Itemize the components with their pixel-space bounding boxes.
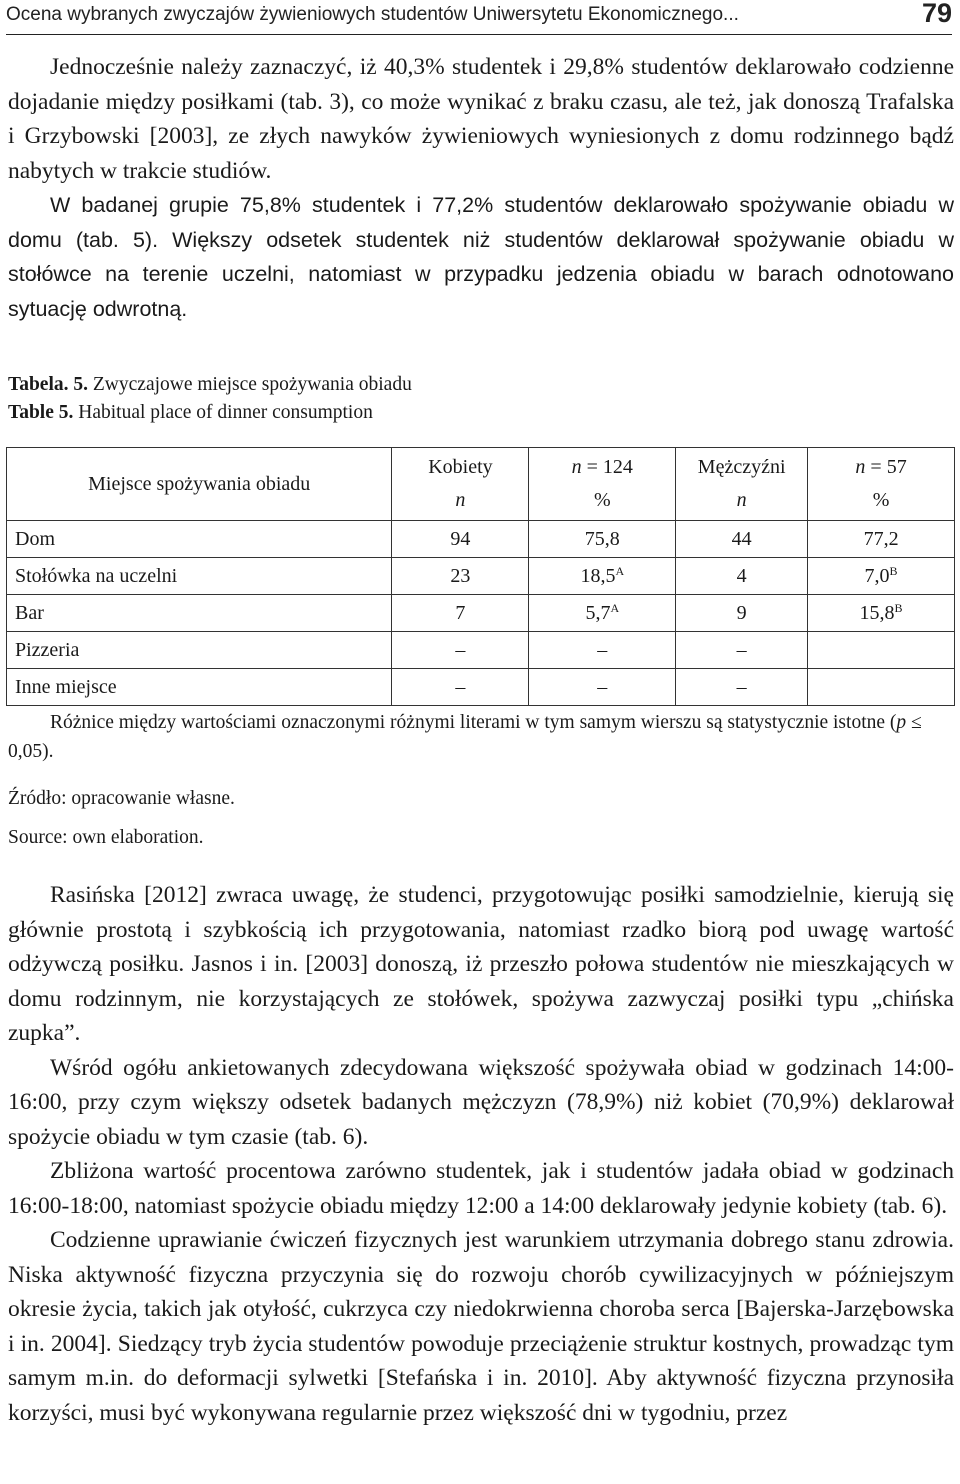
table-source-pl: Źródło: opracowanie własne. [8,788,235,809]
cell-men-pct: $15,8^B$ [808,595,955,632]
closing-paragraph-1: Rasińska [2012] zwraca uwagę, że studenci, przygotowując posiłki samodzielnie, kierują się głównie prostotą i szybkością ich przygotowania, natomiast rzadko biorą pod uwagę wartość odżywczą posiłku. Jasnos i in. [2003] donoszą, iż przeszło połowa studentów nie mieszkających w domu rodzinnym, nie korzystających ze stołówek, spożywa zazwyczaj posiłki typu „chińska zupka”. [8,882,954,1046]
header-women-count [529,448,676,521]
closing-paragraph-3: Zbliżona wartość procentowa zarówno studentek, jak i studentów jadała obiad w godzinach 16:00-18:00, natomiast spożycie obiadu między 12:00 a 14:00 deklarowały jedynie kobiety (tab. 6). [8,1158,954,1219]
cell-men-pct [808,669,955,706]
cell-place: Inne miejsce [7,669,392,706]
cell-women-n: – [392,632,529,669]
table-row [7,669,955,706]
header-men-n: n [736,489,747,511]
header-women-n: n [455,489,466,511]
intro-paragraph-2: W badanej grupie 75,8% studentek i 77,2% studentów deklarowało spożywanie obiadu w domu (tab. 5). Większy odsetek studentek niż studentów deklarował spożywanie obiadu w stołówce na terenie uczelni, natomiast w przypadku jedzenia obiadu w barach odnotowano sytuację odwrotną. [8,193,954,321]
note-p-symbol: p [896,712,907,733]
table-row [7,595,955,632]
header-men-label: Mężczyźni [697,456,786,478]
header-place: Miejsce spożywania obiadu [7,448,392,521]
header-men-count [808,448,955,521]
table-row [7,558,955,595]
table-caption-en-label: Table 5. [8,402,74,423]
header-women-label: Kobiety [428,456,493,478]
running-header [6,0,952,35]
header-men-count-label [816,451,946,484]
cell-men-pct [808,632,955,669]
table-caption-pl-text: Zwyczajowe miejsce spożywania obiadu [92,374,412,395]
table-caption-en [8,398,373,428]
cell-men-pct: 77,2 [808,521,955,558]
cell-men-n: 4 [676,558,808,595]
cell-women-n: – [392,669,529,706]
cell-place: Pizzeria [7,632,392,669]
table-header-row [7,448,955,521]
cell-women-pct: – [529,632,676,669]
intro-section [8,50,954,326]
cell-men-n: 44 [676,521,808,558]
note-text-after: ≤ 0,05). [8,712,922,762]
closing-paragraph-4: Codzienne uprawianie ćwiczeń fizycznych jest warunkiem utrzymania dobrego stanu zdrowia. Niska aktywność fizyczna przyczynia się do rozwoju chorób cywilizacyjnych w późniejszym okresie życia, takich jak otyłość, cukrzyca czy niedokrwienna choroba serca [Bajerska-Jarzębowska i in. 2004]. Siedzący tryb życia studentów powoduje przeciążenie struktur kostnych, prowadząc tym samym m.in. do deformacji sylwetki [Stefańska i in. 2010]. Aby aktywność fizyczna przynosiła korzyści, musi być wykonywana regularnie przez większość dni w tygodniu, przez [8,1227,954,1426]
header-women-count-n-symbol: n [571,456,582,478]
cell-place: Dom [7,521,392,558]
header-men [676,448,808,521]
header-men-count-value: = 57 [865,456,907,478]
header-women-count-label [537,451,667,484]
table-row [7,632,955,669]
header-men-count-n-symbol: n [855,456,866,478]
table-source-en: Source: own elaboration. [8,827,204,848]
cell-men-n: – [676,669,808,706]
cell-women-pct: – [529,669,676,706]
page-number: 79 [921,0,952,28]
cell-men-pct: $7,0^B$ [808,558,955,595]
header-men-pct: % [872,489,890,511]
table-caption-pl [8,370,412,400]
table-caption-pl-label: Tabela. 5. [8,374,89,395]
cell-place: Stołówka na uczelni [7,558,392,595]
note-text-before: Różnice między wartościami oznaczonymi różnymi literami w tym samym wierszu są statystycznie istotne ( [50,712,897,733]
cell-women-n: 94 [392,521,529,558]
table-caption-en-text: Habitual place of dinner consumption [78,402,373,423]
dinner-place-table [6,447,955,706]
header-women-pct: % [593,489,611,511]
table-row [7,521,955,558]
intro-paragraph-1: Jednocześnie należy zaznaczyć, iż 40,3% studentek i 29,8% studentów deklarowało codzienne dojadanie między posiłkami (tab. 3), co może wynikać z braku czasu, ale też, jak donoszą Trafalska i Grzybowski [2003], ze złych nawyków żywieniowych wyniesionych z domu rodzinnego bądź nabytych w trakcie studiów. [8,54,954,184]
cell-men-n: 9 [676,595,808,632]
cell-women-pct: $18,5^A$ [529,558,676,595]
cell-women-n: 7 [392,595,529,632]
cell-women-pct: $5,7^A$ [529,595,676,632]
closing-paragraph-2: Wśród ogółu ankietowanych zdecydowana większość spożywała obiad w godzinach 14:00-16:00, przy czym większy odsetek badanych mężczyzn (78,9%) niż kobiet (70,9%) deklarował spożycie obiadu w tym czasie (tab. 6). [8,1054,954,1150]
cell-women-pct: 75,8 [529,521,676,558]
closing-section [8,878,954,1430]
header-women-count-value: = 124 [581,456,633,478]
cell-women-n: 23 [392,558,529,595]
header-women [392,448,529,521]
table-note-significance [8,708,954,766]
cell-place: Bar [7,595,392,632]
running-title: Ocena wybranych zwyczajów żywieniowych studentów Uniwersytetu Ekonomicznego... [6,4,739,25]
cell-men-n: – [676,632,808,669]
